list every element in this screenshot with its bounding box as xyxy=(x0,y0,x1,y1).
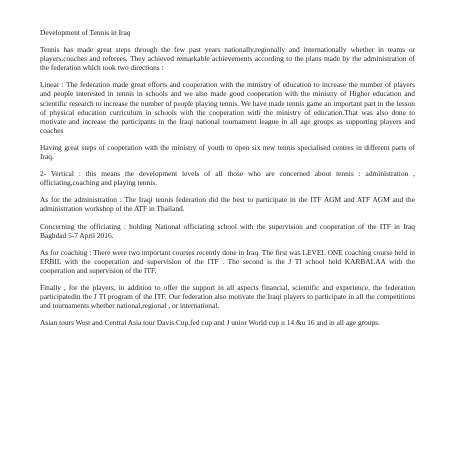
paragraph-youth-ministry: Having great steps of cooperation with the ministry of youth to open six new tennis specialised centres in different parts of Iraq. xyxy=(40,142,415,162)
paragraph-officiating: Concerning the officiating : holding National officiating school with the supervision and cooperation of the ITF in Iraq Baghdad 5-7 April 2016. xyxy=(40,221,415,240)
paragraph-linear: Linear : The federation made great efforts and cooperation with the ministry of education to increase the number of players and people interested in tennis in schools and we also made good cooperation with the ministry of Higher education and scientific research to increase the number of people playing tennis. We have made tennis game an important part in the lesson of physical education curriculum in schools with the cooperation with the ministry of education.That was also done to motivate and increase the participants in the Iraqi national tournament league in all age groups as supporting players and coaches xyxy=(40,80,415,135)
paragraph-administration: As for the administration : The Iraqi tennis federation did the best to participate in the ITF AGM and ATF AGM and the administration workshop of the ATF in Thailand. xyxy=(40,195,415,214)
document-body xyxy=(40,28,415,335)
paragraph-intro: Tennis has made great steps through the few past years nationally,regionally and internationally whether in teams or players,couches and referees. They achieved remarkable achievements according to the plans made by the administration of the federation which took two directions : xyxy=(40,45,415,73)
document-title: Development of Tennis in Iraq xyxy=(40,28,131,37)
paragraph-tours: Asian tours West and Central Asia tour Davis Cup,fed cup and J unior World cup u 14 &u 16 and in all age groups. xyxy=(40,318,380,328)
paragraph-coaching: As for coaching : There were two important courses recently done in Iraq. The first was LEVEL ONE coaching course held in ERBIL with the cooperation and supervision of the ITF . The second is the J TI school held KARBALAA with the cooperation and supervision of the ITF. xyxy=(40,247,415,275)
paragraph-players: Finally , for the players, in addition to offer the support in all aspects financial, scientific and experience, the federation participatedin the J TI program of the ITF. Our federation also motivate the Iraqi players to participate in all the competitions and tournaments whether national,regional , or international. xyxy=(40,282,415,311)
paragraph-vertical: 2- Vertical : this means the development levels of all those who are concerned about tennis : administration , officiating,coaching and playing tennis. xyxy=(40,169,415,188)
